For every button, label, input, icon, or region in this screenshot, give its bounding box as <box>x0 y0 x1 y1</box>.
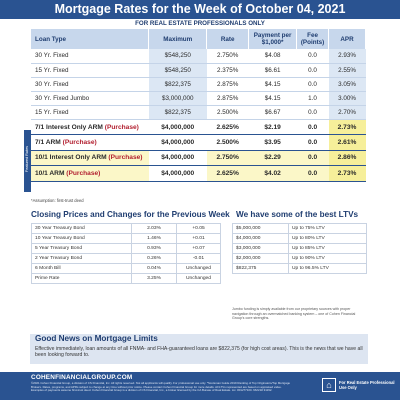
footer <box>0 372 400 400</box>
table-row <box>32 274 221 284</box>
bond-change: Unchanged <box>177 274 221 284</box>
loan-amount: $822,375 <box>233 264 289 274</box>
col-loan-type: Loan Type <box>31 29 149 49</box>
payment: $6.67 <box>249 105 297 119</box>
bond-change: +0.01 <box>177 234 221 244</box>
loan-type: 30 Yr. Fixed <box>31 77 149 91</box>
fee: 0.0 <box>297 63 329 77</box>
apr: 2.86% <box>329 150 366 165</box>
fee: 0.0 <box>297 49 329 63</box>
bond-price: 1.46% <box>132 234 177 244</box>
rate: 2.500% <box>207 105 249 119</box>
maximum: $4,000,000 <box>149 135 207 150</box>
loan-type: 7/1 ARM (Purchase) <box>31 135 149 150</box>
featured-arm-row <box>31 150 366 165</box>
audience-subtitle: FOR REAL ESTATE PROFESSIONALS ONLY <box>135 20 265 27</box>
payment: $4.15 <box>249 91 297 105</box>
closing-prices-title: Closing Prices and Changes for the Previous Week <box>31 210 230 219</box>
loan-amount: $4,000,000 <box>233 234 289 244</box>
maximum: $822,375 <box>149 105 207 119</box>
bond-change: -0.01 <box>177 254 221 264</box>
rates-footnote: *Assumption: first-trust deed <box>31 198 84 203</box>
bond-change: Unchanged <box>177 264 221 274</box>
bond-price: 0.93% <box>132 244 177 254</box>
col-maximum: Maximum <box>149 29 207 49</box>
payment: $2.19 <box>249 119 297 134</box>
payment: $6.61 <box>249 63 297 77</box>
rate: 2.500% <box>207 135 249 150</box>
page-title: Mortgage Rates for the Week of October 04, 2021 <box>0 0 400 19</box>
table-row <box>233 234 367 244</box>
rates-header-row <box>31 29 366 49</box>
news-body: Effective immediately, loan amounts of all FNMA- and FHA-guaranteed loans are $822,375 (for high cost areas). This is the news that we have all been looking forward to. <box>35 346 363 359</box>
bond-name: 30 Year Treasury Bond <box>32 224 132 234</box>
bond-price: 0.26% <box>132 254 177 264</box>
purchase-tag: (Purchase) <box>108 154 143 162</box>
bond-change: +0.07 <box>177 244 221 254</box>
featured-arm-row <box>31 119 366 134</box>
news-title: Good News on Mortgage Limits <box>35 334 158 343</box>
table-row <box>31 63 366 77</box>
bond-price: 2.03% <box>132 224 177 234</box>
maximum: $4,000,000 <box>149 166 207 181</box>
apr: 2.73% <box>329 119 366 134</box>
loan-type: 10/1 Interest Only ARM (Purchase) <box>31 150 149 165</box>
rate: 2.750% <box>207 150 249 165</box>
table-row <box>233 244 367 254</box>
ltv-title: We have some of the best LTVs <box>236 210 359 219</box>
apr: 2.55% <box>329 63 366 77</box>
fee: 0.0 <box>297 166 329 181</box>
featured-arm-row <box>31 135 366 150</box>
website-link[interactable]: COHENFINANCIALGROUP.COM <box>31 374 133 381</box>
mortgage-rates-table <box>31 29 366 182</box>
purchase-tag: (Purchase) <box>62 139 97 147</box>
featured-rates-tab: Featured Rates <box>24 130 31 192</box>
payment: $4.02 <box>249 166 297 181</box>
payment: $4.15 <box>249 77 297 91</box>
bond-name: Prime Rate <box>32 274 132 284</box>
apr: 2.73% <box>329 166 366 181</box>
table-row <box>32 244 221 254</box>
payment: $4.08 <box>249 49 297 63</box>
bond-name: 2 Year Treasury Bond <box>32 254 132 264</box>
rate: 2.875% <box>207 91 249 105</box>
apr: 2.61% <box>329 135 366 150</box>
col-rate: Rate <box>207 29 249 49</box>
loan-type: 15 Yr. Fixed <box>31 105 149 119</box>
purchase-tag: (Purchase) <box>66 169 101 177</box>
fee: 0.0 <box>297 77 329 91</box>
maximum: $4,000,000 <box>149 119 207 134</box>
rate: 2.750% <box>207 49 249 63</box>
jumbo-funding-note: Jumbo funding is simply available from our proprietary sources with proper navigation through an overmatched banking system – one of Cohen Financial Group's core strengths. <box>232 307 356 321</box>
table-row <box>31 91 366 105</box>
loan-type: 10/1 ARM (Purchase) <box>31 166 149 181</box>
table-row <box>31 77 366 91</box>
bond-name: 6 Month Bill <box>32 264 132 274</box>
ltv-value: Up to 75% LTV <box>289 224 367 234</box>
legal-disclaimer: ©2021 Cohen Financial Group, a division of CS Financial, Inc. All rights reserved. Not all applicants will qualify. For professional use only. *Scotsman Guide 2019 Ranking of Top Originators/Top Mortgage Brokers. Rates, programs, and APRs subject to change at any time without prior notice. Please contact Cohen Financial Group for more details. All LTVs represented are based on appraised value. Examples of payments assume first-trust deed. Cohen Financial Group is a division of CS Financial, Inc., a broker licensed by the CA Bureau of Real Estate. Lic. #01277100. NMLS# 31192. <box>31 381 291 393</box>
table-row <box>31 105 366 119</box>
table-row <box>32 234 221 244</box>
professional-use-label: For Real Estate Professional Use Only <box>339 380 395 391</box>
ltv-value: Up to 85% LTV <box>289 244 367 254</box>
bond-name: 5 Year Treasury Bond <box>32 244 132 254</box>
bond-name: 10 Year Treasury Bond <box>32 234 132 244</box>
bond-change: +0.05 <box>177 224 221 234</box>
fee: 0.0 <box>297 150 329 165</box>
apr: 3.05% <box>329 77 366 91</box>
maximum: $548,250 <box>149 49 207 63</box>
table-row <box>31 49 366 63</box>
table-row <box>32 264 221 274</box>
payment: $2.29 <box>249 150 297 165</box>
apr: 3.00% <box>329 91 366 105</box>
table-row <box>32 224 221 234</box>
fee: 0.0 <box>297 105 329 119</box>
apr: 2.70% <box>329 105 366 119</box>
equal-housing-icon: ⌂ <box>322 378 336 392</box>
table-row <box>32 254 221 264</box>
loan-type: 15 Yr. Fixed <box>31 63 149 77</box>
fee: 0.0 <box>297 135 329 150</box>
closing-prices-table <box>31 223 221 284</box>
maximum: $822,375 <box>149 77 207 91</box>
loan-type: 30 Yr. Fixed <box>31 49 149 63</box>
fee: 0.0 <box>297 119 329 134</box>
ltv-value: Up to 80% LTV <box>289 234 367 244</box>
fee: 1.0 <box>297 91 329 105</box>
rate: 2.625% <box>207 119 249 134</box>
table-row <box>233 224 367 234</box>
bond-price: 3.25% <box>132 274 177 284</box>
table-row <box>233 254 367 264</box>
ltv-value: Up to 96.5% LTV <box>289 264 367 274</box>
featured-arm-row <box>31 166 366 181</box>
ltv-value: Up to 90% LTV <box>289 254 367 264</box>
table-row <box>233 264 367 274</box>
maximum: $3,000,000 <box>149 91 207 105</box>
col-payment: Payment per $1,000* <box>249 29 297 49</box>
loan-amount: $2,000,000 <box>233 254 289 264</box>
loan-amount: $3,000,000 <box>233 244 289 254</box>
rate: 2.875% <box>207 77 249 91</box>
loan-amount: $5,000,000 <box>233 224 289 234</box>
col-fee: Fee (Points) <box>297 29 329 49</box>
maximum: $548,250 <box>149 63 207 77</box>
bond-price: 0.04% <box>132 264 177 274</box>
ltv-table <box>232 223 367 274</box>
maximum: $4,000,000 <box>149 150 207 165</box>
col-apr: APR <box>329 29 366 49</box>
purchase-tag: (Purchase) <box>104 123 139 131</box>
loan-type: 30 Yr. Fixed Jumbo <box>31 91 149 105</box>
apr: 2.93% <box>329 49 366 63</box>
rate: 2.375% <box>207 63 249 77</box>
rate: 2.625% <box>207 166 249 181</box>
payment: $3.95 <box>249 135 297 150</box>
loan-type: 7/1 Interest Only ARM (Purchase) <box>31 119 149 134</box>
